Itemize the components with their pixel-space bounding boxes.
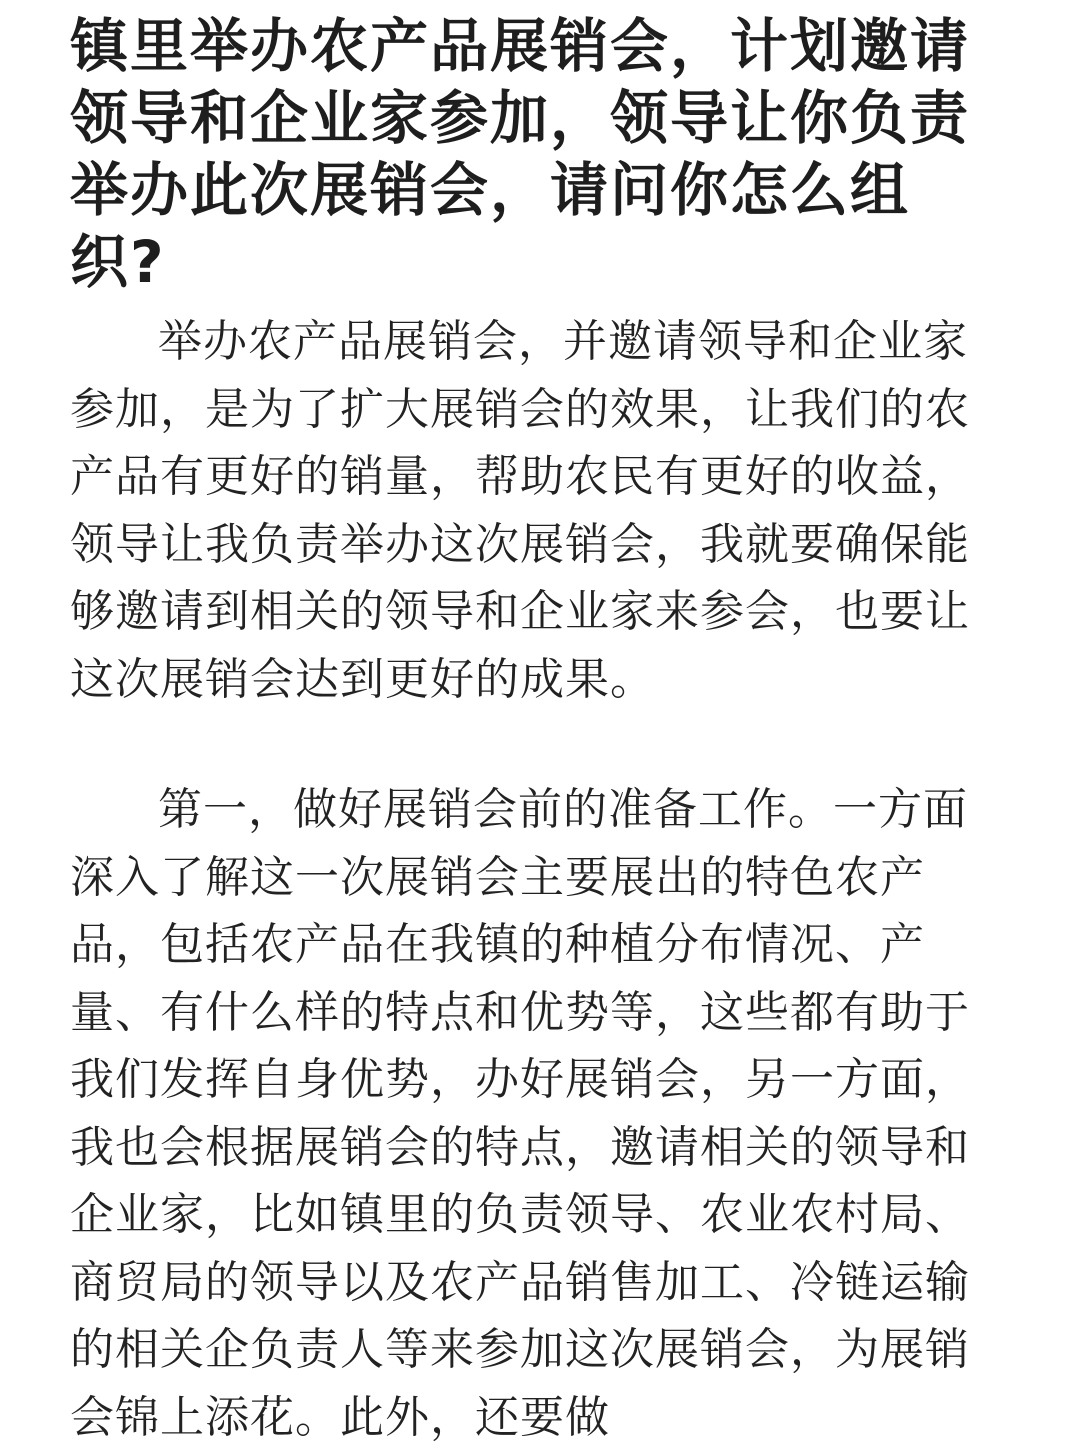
first-point-paragraph: 第一，做好展销会前的准备工作。一方面深入了解这一次展销会主要展出的特色农产品，包括农产品在我镇的种植分布情况、产量、有什么样的特点和优势等，这些都有助于我们发挥自身优势，办好展销会，另一方面，我也会根据展销会的特点，邀请相关的领导和企业家，比如镇里的负责领导、农业农村局、商贸局的领导以及农产品销售加工、冷链运输的相关企负责人等来参加这次展销会，为展销会锦上添花。此外，还要做 — [70, 784, 970, 1443]
question-title: 镇里举办农产品展销会，计划邀请领导和企业家参加，领导让你负责举办此次展销会，请问你怎么组织? — [70, 12, 971, 296]
intro-paragraph: 举办农产品展销会，并邀请领导和企业家参加，是为了扩大展销会的效果，让我们的农产品有更好的销量，帮助农民有更好的收益，领导让我负责举办这次展销会，我就要确保能够邀请到相关的领导和企业家来参会，也要让这次展销会达到更好的成果。 — [70, 316, 970, 705]
document-page — [70, 10, 1000, 1451]
